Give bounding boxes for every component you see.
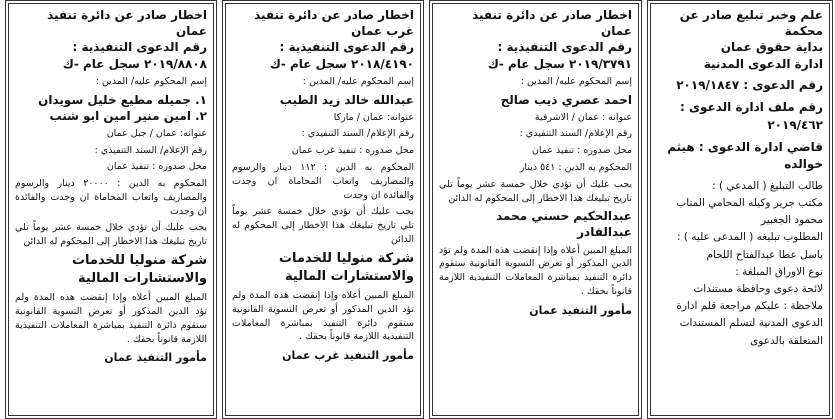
court-name: بداية حقوق عمان bbox=[720, 40, 823, 55]
case-number: ٢٠١٨/٤١٩٠ سجل عام -ك bbox=[269, 56, 414, 71]
case-label: رقم الدعوى التنفيذية : bbox=[497, 40, 632, 55]
notice-body: المبلغ المبين أعلاه وإذا إنقضت هذه المدة ولم تؤد الدين المذكور أو تعرض التسوية القانونية ستقوم دائرة التنفيذ بمباشرة المعاملات التنفيذية اللازمة قانوناً بحقك . bbox=[439, 244, 632, 297]
notice-body: المبلغ المبين أعلاه وإذا إنقضت هذه المدة ولم تؤد الدين المذكور أو تعرض التسوية القانونية ستقوم دائرة التنفيذ بمباشرة المعاملات التنفيذية اللازمة قانوناً بحقك . bbox=[232, 289, 414, 343]
creditor-name: شركة منوليا للخدمات والاستشارات المالية bbox=[278, 250, 414, 284]
case-number: ٢٠١٩/٣٧٩١ سجل عام -ك bbox=[487, 56, 632, 71]
warning-text: يجب عليك أن تؤدي خلال خمسة عشر يوماً تلي تاريخ تبليغك هذا الاخطار إلى المحكوم له الدائن bbox=[439, 178, 632, 204]
warning-text: يجب عليك أن تؤدي خلال خمسة عشر يوماً تلي تاريخ تبليغك هذا الاخطار إلى المحكوم له الدائن bbox=[232, 206, 414, 245]
warning-text: يجب عليك أن تؤدي خلال خمسة عشر يوماً تلي تاريخ تبليغك هذا الاخطار إلى المحكوم له الدائن bbox=[15, 222, 207, 248]
file-number: رقم ملف ادارة الدعوى : ٢٠١٩/٤٦٢ bbox=[680, 100, 823, 132]
execution-notice-west-amman bbox=[222, 0, 424, 419]
applicant-line-1: مكتب جرير وكيله المحامي المناب bbox=[676, 196, 823, 209]
debtor-name: احمد عصري ذيب صالح bbox=[500, 92, 632, 107]
notice-header-line-1: اخطار صادر عن دائرة تنفيذ bbox=[254, 8, 414, 22]
debtor-name-1: ١. جميله مطيع خليل سويدان bbox=[38, 92, 207, 107]
court-dept: ادارة الدعوى المدنية bbox=[703, 56, 823, 71]
debtor-address: عنوانه: عمان / جبل عمان bbox=[106, 127, 207, 139]
signature: مأمور التنفيذ غرب عمان bbox=[282, 349, 414, 363]
reference-label: رقم الإعلام/ السند التنفيذي : bbox=[94, 144, 207, 156]
papers-type: لائحة دعوى وحافظة مستندات bbox=[693, 283, 823, 296]
case-label: رقم الدعوى التنفيذية : bbox=[72, 40, 207, 55]
note-line-2: الدعوى المدنية لتسلم المستندات bbox=[679, 317, 823, 330]
creditor-name: شركة منوليا للخدمات والاستشارات المالية bbox=[71, 253, 207, 287]
applicant-line-2: محمود الجغبير bbox=[760, 214, 823, 227]
notice-header: اخطار صادر عن دائرة تنفيذ عمان bbox=[472, 8, 632, 39]
debtor-address: عنوانه : عمان / الاشرفية bbox=[534, 111, 632, 123]
amount: المحكوم به الدين : ١١٢ دينار والرسوم والمصاريف واتعاب المحاماة ان وجدت والفائدة ان وجدت bbox=[232, 162, 414, 201]
note-line-3: المتعلقة بالدعوى bbox=[750, 334, 823, 347]
signature: مأمور التنفيذ عمان bbox=[104, 351, 207, 365]
debtor-label: إسم المحكوم عليه/ المدين : bbox=[520, 75, 632, 87]
debtor-address: عنوانه: عمان / ماركا bbox=[333, 111, 414, 123]
debtor-label: إسم المحكوم عليه/ المدين : bbox=[95, 75, 207, 87]
papers-label: نوع الاوراق المبلغة : bbox=[735, 265, 823, 278]
applicant-label: طالب التبليغ ( المدعي ) : bbox=[712, 179, 823, 192]
amount: المحكوم به الدين : ٥٤١ دينار bbox=[519, 162, 632, 173]
issuer: محل صدوره : تنفيذ عمان bbox=[531, 145, 632, 157]
issuer: محل صدوره : تنفيذ عمان bbox=[106, 161, 207, 173]
execution-notice-amman-1 bbox=[429, 0, 642, 419]
notice-header: اخطار صادر عن دائرة تنفيذ عمان bbox=[47, 8, 207, 39]
debtor-label: إسم المحكوم عليه/ المدين : bbox=[302, 75, 414, 87]
court-notice-header: علم وخبر تبليغ صادر عن محكمة bbox=[679, 8, 823, 39]
notice-header-line-2: غرب عمان bbox=[351, 24, 414, 39]
judge-name: قاضي ادارة الدعوى : هيثم خوالده bbox=[667, 139, 823, 172]
execution-notice-amman-2 bbox=[5, 0, 217, 419]
notice-body: المبلغ المبين أعلاه وإذا إنقضت هذه المدة ولم تؤد الدين المذكور أو تعرض التسوية القانونية ستقوم دائرة التنفيذ بمباشرة المعاملات التنفيذية اللازمة قانوناً بحقك . bbox=[15, 292, 207, 345]
note-line-1: ملاحظة : عليكم مراجعة قلم ادارة bbox=[676, 300, 823, 313]
case-label: رقم الدعوى التنفيذية : bbox=[279, 40, 414, 55]
debtor-name: عبدالله خالد زيد الطيب bbox=[279, 92, 414, 107]
amount: المحكوم به الدين : ٢٠٠٠٠ دينار والرسوم والمصاريف واتعاب المحاماة ان وجدت والفائدة ان وجدت bbox=[15, 178, 207, 217]
reference-label: رقم الإعلام/ السند التنفيذي : bbox=[301, 128, 414, 140]
issuer: محل صدوره : تنفيذ غرب عمان bbox=[291, 145, 414, 157]
signature: مأمور التنفيذ عمان bbox=[529, 303, 632, 317]
case-number: ٢٠١٩/٨٨٠٨ سجل عام -ك bbox=[62, 56, 207, 71]
debtor-name-2: ٢. امين منير امين ابو شنب bbox=[49, 108, 207, 123]
case-number: رقم الدعوى : ٢٠١٩/١٨٤٧ bbox=[676, 77, 823, 92]
target-name: باسل عطا عبدالفتاح اللحام bbox=[706, 248, 823, 261]
reference-label: رقم الإعلام/ السند التنفيذي : bbox=[519, 128, 632, 140]
court-notice bbox=[647, 0, 833, 419]
creditor-name: عبدالحكيم حسني محمد عبدالقادر bbox=[496, 209, 632, 240]
target-label: المطلوب تبليغه ( المدعى عليه ) : bbox=[676, 231, 823, 244]
